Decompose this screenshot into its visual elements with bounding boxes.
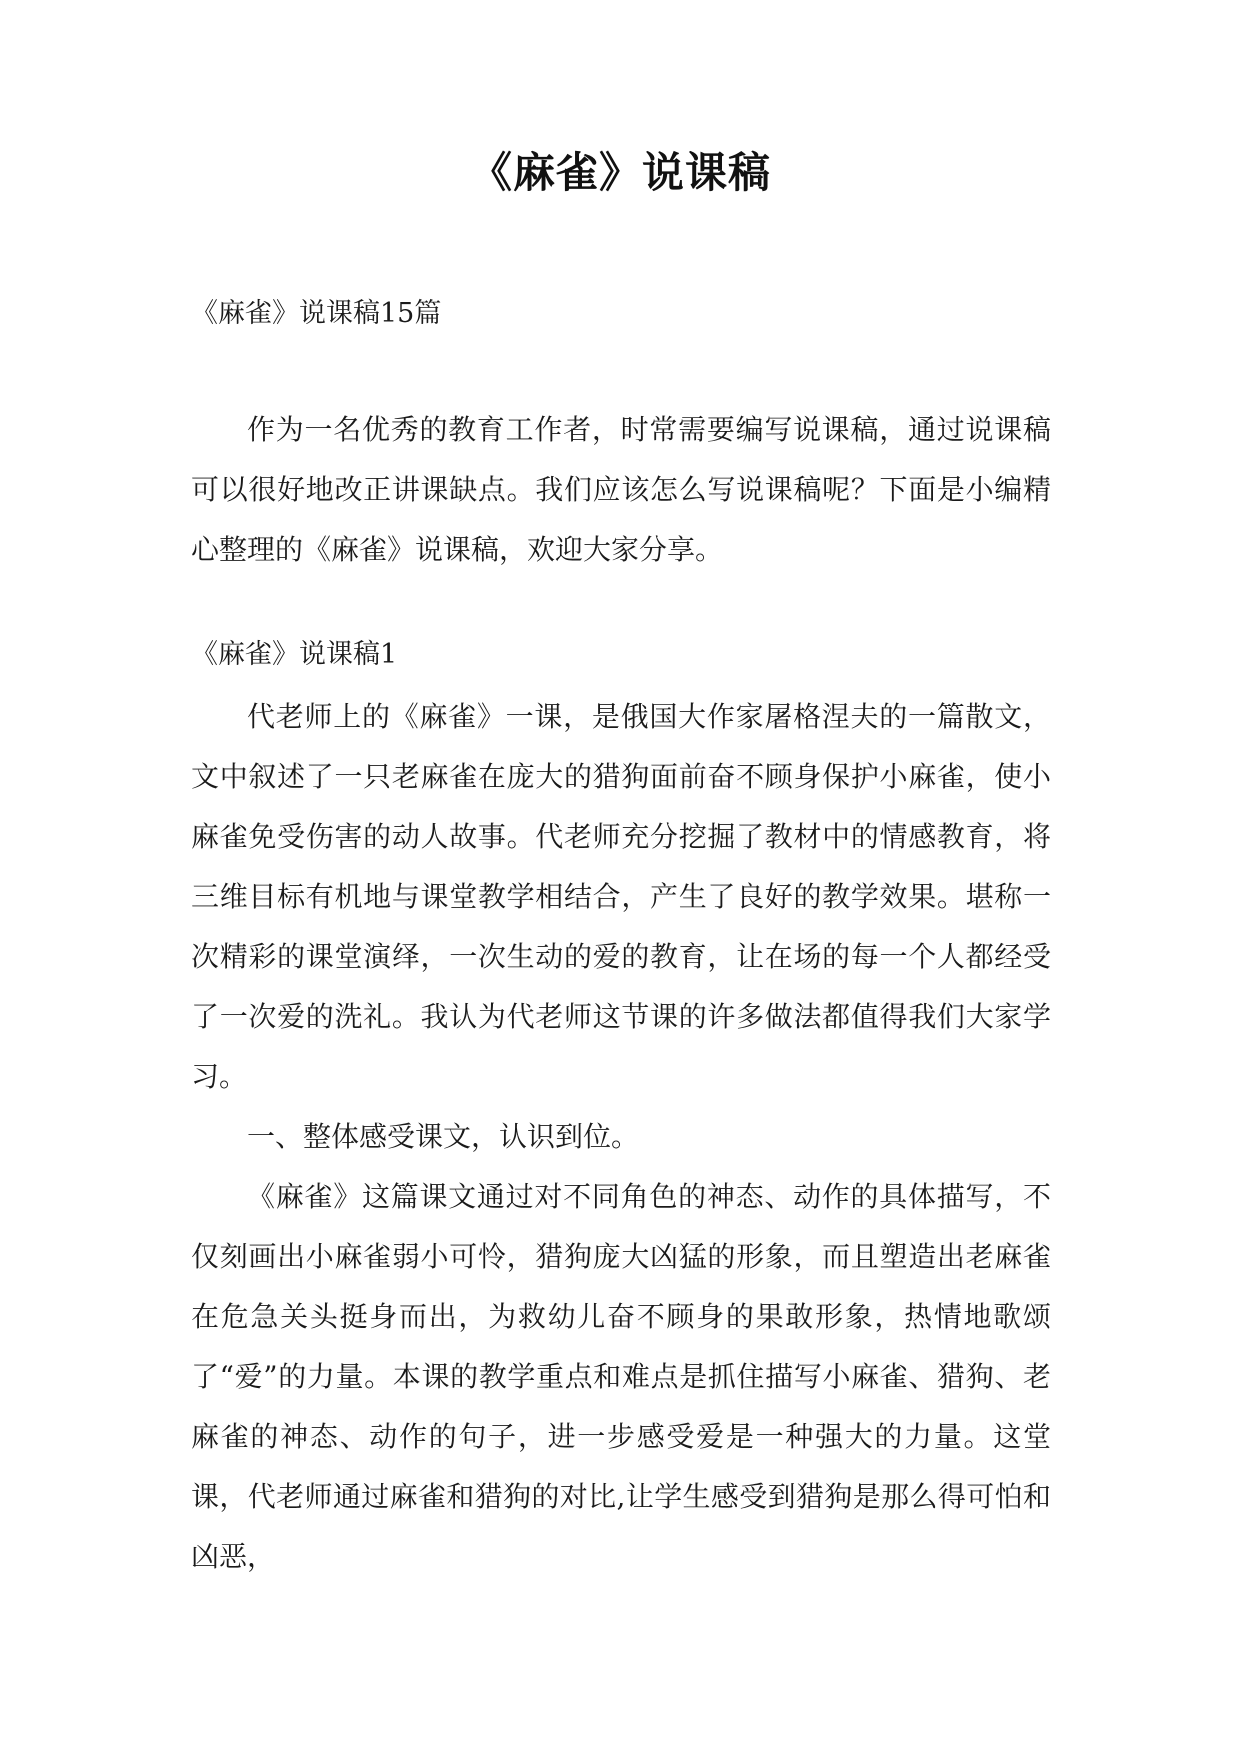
article-body <box>191 687 1051 1587</box>
body-paragraph: 《麻雀》这篇课文通过对不同角色的神态、动作的具体描写，不仅刻画出小麻雀弱小可怜，猎狗庞大凶猛的形象，而且塑造出老麻雀在危急关头挺身而出，为救幼儿奋不顾身的果敢形象，热情地歌颂了“爱”的力量。本课的教学重点和难点是抓住描写小麻雀、猎狗、老麻雀的神态、动作的句子，进一步感受爱是一种强大的力量。这堂课，代老师通过麻雀和猎狗的对比,让学生感受到猎狗是那么得可怕和凶恶， <box>191 1180 1051 1573</box>
document-subtitle: 《麻雀》说课稿15篇 <box>191 298 442 329</box>
document-title: 《麻雀》说课稿 <box>469 148 771 197</box>
intro-section <box>191 400 1051 580</box>
intro-paragraph: 作为一名优秀的教育工作者，时常需要编写说课稿，通过说课稿可以很好地改正讲课缺点。我们应该怎么写说课稿呢？下面是小编精心整理的《麻雀》说课稿，欢迎大家分享。 <box>191 413 1051 566</box>
body-paragraph: 代老师上的《麻雀》一课，是俄国大作家屠格涅夫的一篇散文，文中叙述了一只老麻雀在庞大的猎狗面前奋不顾身保护小麻雀，使小麻雀免受伤害的动人故事。代老师充分挖掘了教材中的情感教育，将三维目标有机地与课堂教学相结合，产生了良好的教学效果。堪称一次精彩的课堂演绎，一次生动的爱的教育，让在场的每一个人都经受了一次爱的洗礼。我认为代老师这节课的许多做法都值得我们大家学习。 <box>191 700 1051 1093</box>
body-paragraph: 一、整体感受课文，认识到位。 <box>247 1120 640 1153</box>
section-heading: 《麻雀》说课稿1 <box>191 639 398 670</box>
